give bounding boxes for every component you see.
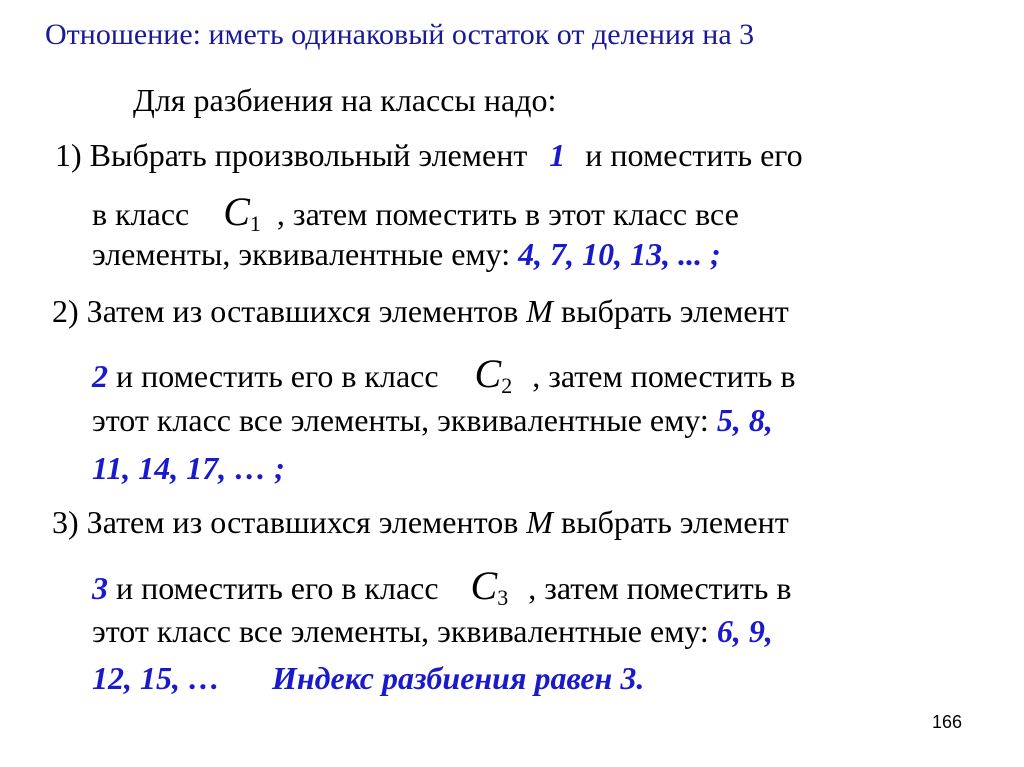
step2-class-symbol (475, 351, 513, 396)
step1-text-e: элементы, эквивалентные ему: (92, 236, 511, 272)
step1-elements: 4, 7, 10, 13, ... ; (518, 236, 721, 272)
step2-text-a: 2) Затем из оставшихся элементов (52, 293, 519, 329)
step2-line4 (92, 450, 285, 487)
step2-text-c: и поместить его в класс (116, 358, 439, 394)
step1-line3 (92, 236, 721, 273)
step3-line1 (52, 504, 789, 541)
step2-elements-b: 11, 14, 17, … ; (92, 450, 285, 486)
step3-conclusion: Индекс разбиения равен 3. (272, 660, 645, 696)
step3-line2 (92, 562, 791, 611)
step3-class-symbol (471, 563, 509, 608)
step1-line2 (92, 188, 739, 237)
step3-set: M (526, 504, 553, 540)
step3-elements-b: 12, 15, … (92, 660, 220, 696)
step2-line2 (92, 350, 795, 399)
slide-title: Отношение: иметь одинаковый остаток от деления на 3 (45, 18, 755, 51)
step3-text-b: выбрать элемент (560, 504, 789, 540)
step3-line3 (92, 613, 773, 650)
step3-number: 3 (92, 570, 108, 606)
step1-class-letter: C (223, 189, 250, 234)
step1-text-b: и поместить его (585, 137, 803, 173)
step2-line1 (52, 293, 789, 330)
step1-line1 (55, 137, 803, 174)
step2-line3 (92, 402, 773, 439)
step3-class-letter: C (470, 563, 498, 608)
step2-text-b: выбрать элемент (560, 293, 789, 329)
step1-text-c: в класс (92, 196, 190, 232)
step2-class-letter: C (474, 351, 502, 396)
step3-text-c: и поместить его в класс (116, 570, 439, 606)
step2-number: 2 (92, 358, 108, 394)
step2-text-e: этот класс все элементы, эквивалентные ему: (92, 402, 709, 438)
step2-text-d: , затем поместить в (532, 358, 796, 394)
step1-number: 1 (549, 137, 566, 173)
step1-class-index: 1 (249, 211, 261, 236)
step3-elements-a: 6, 9, (716, 613, 773, 649)
step1-class-symbol (223, 189, 261, 234)
step3-text-e: этот класс все элементы, эквивалентные ему: (92, 613, 709, 649)
step3-line4 (92, 660, 644, 697)
step3-class-index: 3 (497, 585, 509, 610)
step3-text-a: 3) Затем из оставшихся элементов (52, 504, 519, 540)
step1-text-a: 1) Выбрать произвольный элемент (55, 137, 528, 173)
step2-class-index: 2 (501, 373, 513, 398)
intro-text: Для разбиения на классы надо: (133, 82, 557, 118)
step2-elements-a: 5, 8, (716, 402, 773, 438)
page-number: 166 (932, 712, 963, 732)
step3-text-d: , затем поместить в (528, 570, 792, 606)
step2-set: M (526, 293, 553, 329)
step1-text-d: , затем поместить в этот класс все (276, 196, 739, 232)
